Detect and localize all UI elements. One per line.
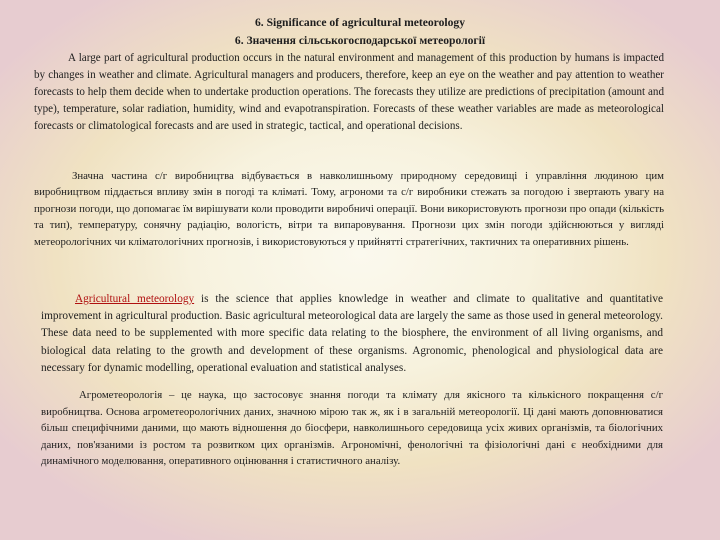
paragraph-english-1: A large part of agricultural production occurs in the natural environment and management of this production by humans is impacted by changes in weather and climate. Agricultural managers and producers, therefore, keep an eye on the weather and pay attention to weather forecasts to help them decide when to undertake production operations. The forecasts they utilize are predictions of precipitation (amount and type), temperature, solar radiation, humidity, wind and evapotranspiration. Forecasts of these weather variables are made as meteorological forecasts or climatological forecasts and are used in strategic, tactical, and operational decisions. [34,52,664,132]
paragraph-ukrainian-1: Значна частина с/г виробництва відбувається в навколишньому природному середовищі і управління людиною цим виробництвом піддається впливу змін в погоді та кліматі. Тому, агрономи та с/г виробники стежать за погодою і звертають увагу на прогнози погоди, що допомагає їм вирішувати коли проводити виробничі операції. Вони використовують прогнози про опади (кількість та тип), температуру, сонячну радіацію, вологість, вітри та випаровування. Прогнози цих змін погоди здійснюються у вигляді метеорологічних чи кліматологічних прогнозів, і використовуються у прийнятті стратегічних, тактичних та оперативних рішень. [34,170,664,248]
paragraph-ukrainian-2: Агрометеорологія – це наука, що застосовує знання погоди та клімату для якісного та кількісного покращення с/г виробництва. Основа агрометеорологічних даних, значною мірою так ж, як і в загальній метеорології. Ці дані мають доповнюватися більш специфічними даними, що мають відношення до біосфери, навколишнього середовища усіх живих організмів, та біологічних даних, пов'язаними із ростом та розвитком цих організмів. Агрономічні, фенологічні та фізіологічні дані є необхідними для динамічного моделювання, оперативного оцінювання і статистичного аналізу. [41,389,663,467]
paragraph-english-2-text: is the science that applies knowledge in weather and climate to qualitative and quantitative improvement in agricultural production. Basic agricultural meteorological data are largely the same as those used in general meteorology. These data need to be supplemented with more specific data relating to the biosphere, the environment of all living organisms, and biological data relating to the growth and development of these organisms. Agronomic, phenological and physiological data are necessary for dynamic modelling, operational evaluation and statistical analyses. [41,293,663,374]
title-english: 6. Significance of agricultural meteorology [254,16,466,29]
agricultural-meteorology-link[interactable]: Agricultural meteorology [75,293,195,305]
paragraph-english-2 [41,291,663,377]
title-ukrainian: 6. Значення сільськогосподарської метеорології [234,34,486,47]
